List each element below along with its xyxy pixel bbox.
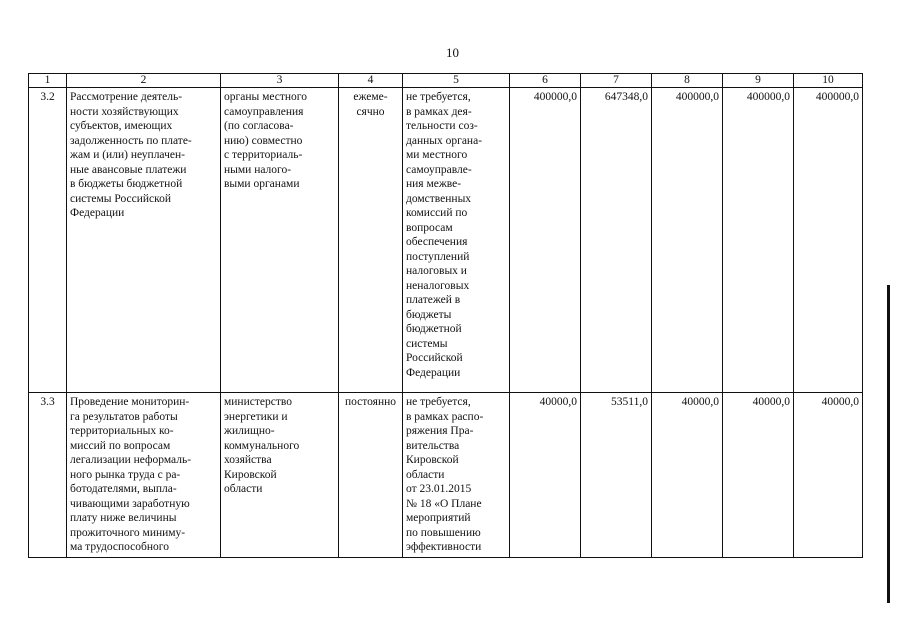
period: ежеме- сячно <box>339 88 403 393</box>
measures-table <box>28 73 863 558</box>
header-col-6: 6 <box>510 74 581 88</box>
value-col-10: 400000,0 <box>794 88 863 393</box>
period: постоянно <box>339 393 403 558</box>
scan-edge-mark <box>887 285 890 603</box>
row-number: 3.2 <box>29 88 67 393</box>
value-col-9: 400000,0 <box>723 88 794 393</box>
page-number: 10 <box>446 45 459 60</box>
funding: не требуется, в рамках распо- ряжения Пра- вительства Кировской области от 23.01.2015 № 18 «О Плане мероприятий по повышению эффективности <box>403 393 510 558</box>
executor: министерство энергетики и жилищно- коммунального хозяйства Кировской области <box>221 393 339 558</box>
header-col-7: 7 <box>581 74 652 88</box>
header-row <box>29 74 863 88</box>
header-col-1: 1 <box>29 74 67 88</box>
header-col-3: 3 <box>221 74 339 88</box>
header-col-8: 8 <box>652 74 723 88</box>
value-col-10: 40000,0 <box>794 393 863 558</box>
value-col-6: 400000,0 <box>510 88 581 393</box>
executor: органы местного самоуправления (по согласова- нию) совместно с территориаль- ными налого- выми органами <box>221 88 339 393</box>
header-col-2: 2 <box>67 74 221 88</box>
event-name: Проведение мониторин- га результатов работы территориальных ко- миссий по вопросам легализации неформаль- ного рынка труда с ра- ботодателями, выпла- чивающими заработную плату ниже величины прожиточного миниму- ма трудоспособного <box>67 393 221 558</box>
header-col-5: 5 <box>403 74 510 88</box>
table-row <box>29 88 863 393</box>
value-col-7: 647348,0 <box>581 88 652 393</box>
value-col-8: 40000,0 <box>652 393 723 558</box>
funding: не требуется, в рамках дея- тельности соз- данных органа- ми местного самоуправле- ния межве- домственных комиссий по вопросам обеспечения поступлений налоговых и неналоговых платежей в бюджеты бюджетной системы Российской Федерации <box>403 88 510 393</box>
table-row <box>29 393 863 558</box>
header-col-9: 9 <box>723 74 794 88</box>
header-col-10: 10 <box>794 74 863 88</box>
value-col-8: 400000,0 <box>652 88 723 393</box>
value-col-6: 40000,0 <box>510 393 581 558</box>
value-col-9: 40000,0 <box>723 393 794 558</box>
event-name: Рассмотрение деятель- ности хозяйствующих субъектов, имеющих задолженность по плате- жам и (или) неуплачен- ные авансовые платежи в бюджеты бюджетной системы Российской Федерации <box>67 88 221 393</box>
header-col-4: 4 <box>339 74 403 88</box>
row-number: 3.3 <box>29 393 67 558</box>
value-col-7: 53511,0 <box>581 393 652 558</box>
